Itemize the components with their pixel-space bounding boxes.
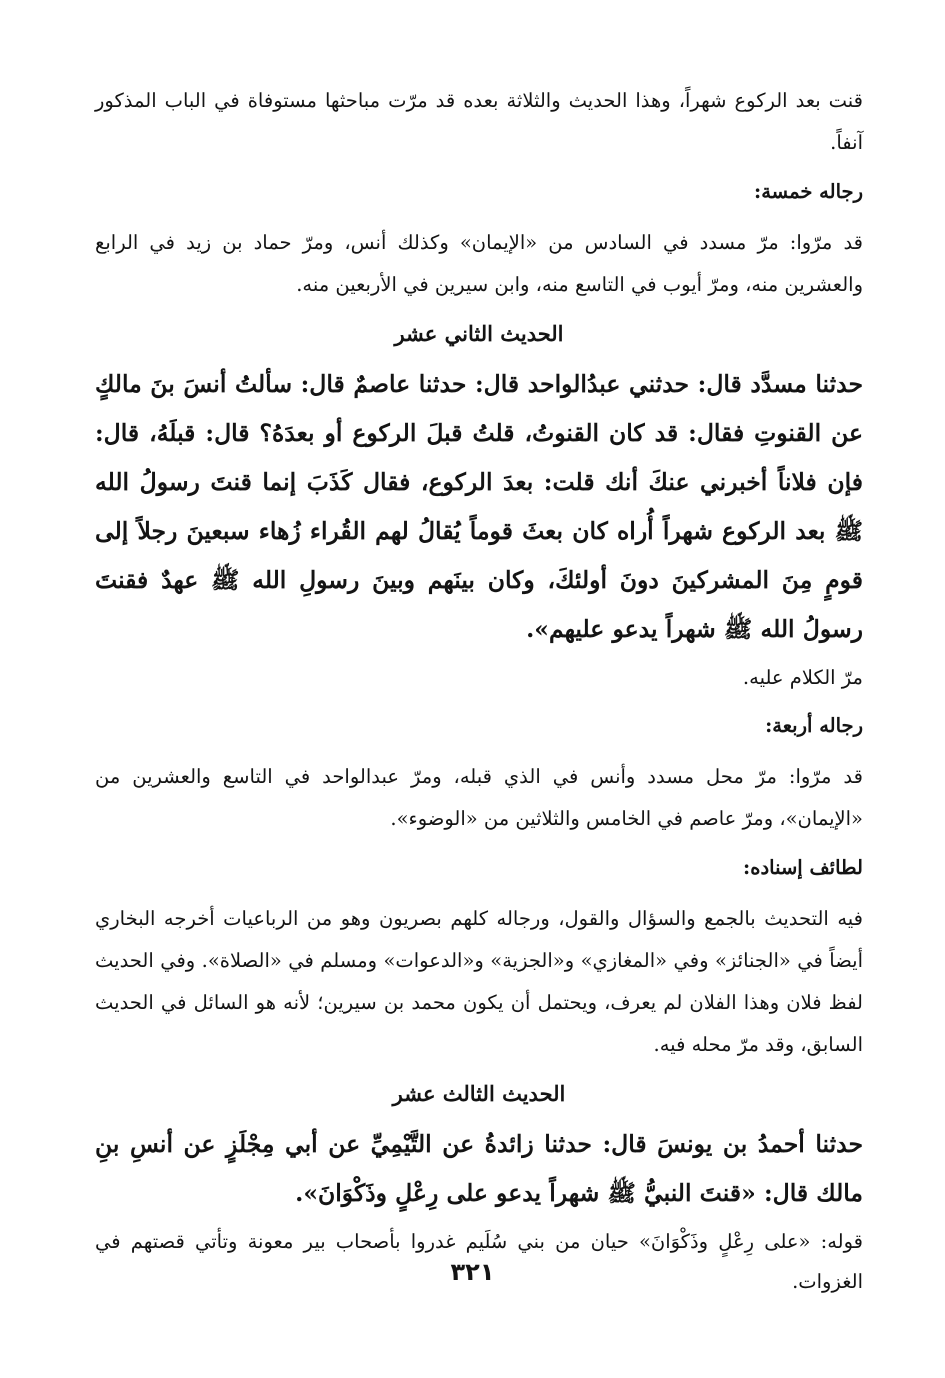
hadith-12-heading: الحديث الثاني عشر [394, 321, 564, 346]
hadith-13-heading: الحديث الثالث عشر [392, 1081, 566, 1106]
lataif-text: فيه التحديث بالجمع والسؤال والقول، ورجاله كلهم بصريون وهو من الرباعيات أخرجه البخاري أيضاً في «الجنائز» وفي «المغازي» و«الجزية» و«الدعوات» ومسلم في «الصلاة». وفي الحديث لفظ فلان وهذا الفلان لم يعرف، ويحتمل أن يكون محمد بن سيرين؛ لأنه هو السائل في الحديث السابق، وقد مرّ محله فيه. [95, 907, 863, 1056]
page-number: ٣٢١ [450, 1258, 495, 1286]
rijal-khamsa-label: رجاله خمسة: [754, 180, 863, 203]
lataif-label: لطائف إسناده: [743, 856, 863, 879]
hadith-13-text: حدثنا أحمدُ بن يونسَ قال: حدثنا زائدةُ عن التَّيْمِيِّ عن أبي مِجْلَزٍ عن أنسِ بنِ مالك قال: «قنتَ النبيُّ ﷺ شهراً يدعو على رِعْلٍ وذَكْوَانَ». [95, 1130, 863, 1207]
rijal-arbaa-label: رجاله أربعة: [765, 714, 863, 737]
hadith-13-comment: قوله: «على رِعْلٍ وذَكْوَانَ» حيان من بني سُلَيم غدروا بأصحاب بير معونة وتأتي قصتهم في الغزوات. [95, 1230, 863, 1293]
rijal-khamsa-text: قد مرّوا: مرّ مسدد في السادس من «الإيمان» وكذلك أنس، ومرّ حماد بن زيد في الرابع والعشرين منه، ومرّ أيوب في التاسع منه، وابن سيرين في الأربعين منه. [95, 231, 863, 296]
hadith-12-text: حدثنا مسدَّد قال: حدثني عبدُالواحد قال: حدثنا عاصمٌ قال: سألتُ أنسَ بنَ مالكٍ عن القنوتِ فقال: قد كان القنوتُ، قلتُ قبلَ الركوع أو بعدَهُ؟ قال: قبلَهُ، قال: فإن فلاناً أخبرني عنكَ أنك قلت: بعدَ الركوع، فقال كَذَبَ إنما قنتَ رسولُ الله ﷺ بعد الركوع شهراً أُراه كان بعثَ قوماً يُقالُ لهم القُراء زُهاء سبعينَ رجلاً إلى قومٍ مِنَ المشركينَ دونَ أولئكَ، وكان بينَهم وبينَ رسولِ الله ﷺ عهدٌ فقنتَ رسولُ الله ﷺ شهراً يدعو عليهم». [95, 370, 863, 643]
rijal-arbaa-text: قد مرّوا: مرّ محل مسدد وأنس في الذي قبله، ومرّ عبدالواحد في التاسع والعشرين من «الإيمان»، ومرّ عاصم في الخامس والثلاثين من «الوضوء». [95, 765, 863, 830]
page-body [95, 80, 863, 1310]
intro-paragraph: قنت بعد الركوع شهراً، وهذا الحديث والثلاثة بعده قد مرّت مباحثها مستوفاة في الباب المذكور آنفاً. [95, 89, 863, 154]
hadith-12-comment: مرّ الكلام عليه. [742, 666, 863, 689]
